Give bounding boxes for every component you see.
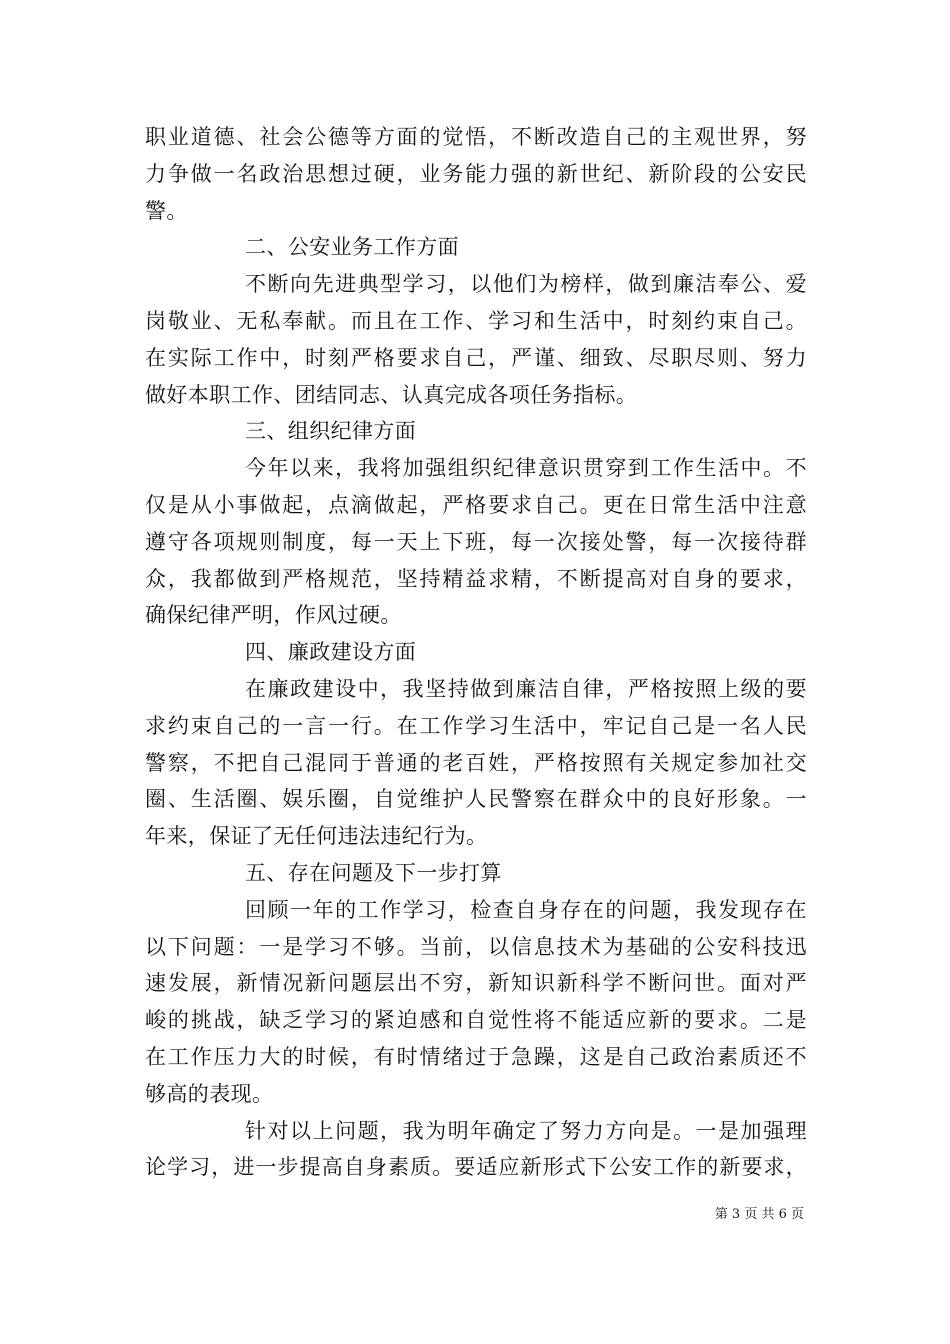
text-line: 针对以上问题，我为明年确定了努力方向是。一是加强理	[245, 1118, 807, 1143]
text-line: 仅是从小事做起，点滴做起，严格要求自己。更在日常生活中注意	[145, 492, 807, 517]
text-line: 职业道德、社会公德等方面的觉悟，不断改造自己的主观世界，努	[145, 125, 807, 149]
text-line: 圈、生活圈、娱乐圈，自觉维护人民警察在群众中的良好形象。一	[145, 787, 807, 812]
section-heading: 三、组织纪律方面	[245, 419, 417, 444]
text-line: 岗敬业、无私奉献。而且在工作、学习和生活中，时刻约束自己。	[145, 308, 807, 333]
body-text	[145, 119, 807, 1186]
text-line: 年来，保证了无任何违法违纪行为。	[145, 824, 488, 849]
section-heading: 二、公安业务工作方面	[245, 235, 459, 260]
text-line: 遵守各项规则制度，每一天上下班，每一次接处警，每一次接待群	[145, 529, 807, 554]
text-line: 在廉政建设中，我坚持做到廉洁自律，严格按照上级的要	[245, 676, 807, 701]
text-line: 速发展，新情况新问题层出不穷，新知识新科学不断问世。面对严	[145, 971, 807, 996]
text-line: 不断向先进典型学习，以他们为榜样，做到廉洁奉公、爱	[245, 272, 807, 297]
text-line: 在实际工作中，时刻严格要求自己，严谨、细致、尽职尽则、努力	[145, 345, 807, 370]
text-line: 确保纪律严明，作风过硬。	[145, 603, 402, 628]
text-line: 警。	[145, 198, 188, 223]
text-line: 做好本职工作、团结同志、认真完成各项任务指标。	[145, 382, 638, 407]
text-line: 众，我都做到严格规范，坚持精益求精，不断提高对自身的要求，	[145, 566, 807, 591]
section-heading: 五、存在问题及下一步打算	[245, 860, 502, 885]
text-line: 警察，不把自己混同于普通的老百姓，严格按照有关规定参加社交	[145, 750, 807, 775]
text-line: 今年以来，我将加强组织纪律意识贯穿到工作生活中。不	[245, 456, 807, 481]
text-line: 以下问题：一是学习不够。当前，以信息技术为基础的公安科技迅	[145, 934, 807, 959]
text-line: 论学习，进一步提高自身素质。要适应新形式下公安工作的新要求，	[145, 1155, 807, 1180]
text-line: 求约束自己的一言一行。在工作学习生活中，牢记自己是一名人民	[145, 713, 807, 738]
text-line: 够高的表现。	[145, 1081, 274, 1106]
text-line: 在工作压力大的时候，有时情绪过于急躁，这是自己政治素质还不	[145, 1044, 807, 1069]
text-line: 峻的挑战，缺乏学习的紧迫感和自觉性将不能适应新的要求。二是	[145, 1008, 807, 1033]
text-line: 回顾一年的工作学习，检查自身存在的问题，我发现存在	[245, 897, 807, 922]
page-number-footer: 第 3 页 共 6 页	[714, 1207, 804, 1222]
text-line: 力争做一名政治思想过硬，业务能力强的新世纪、新阶段的公安民	[145, 161, 807, 186]
section-heading: 四、廉政建设方面	[245, 640, 417, 665]
